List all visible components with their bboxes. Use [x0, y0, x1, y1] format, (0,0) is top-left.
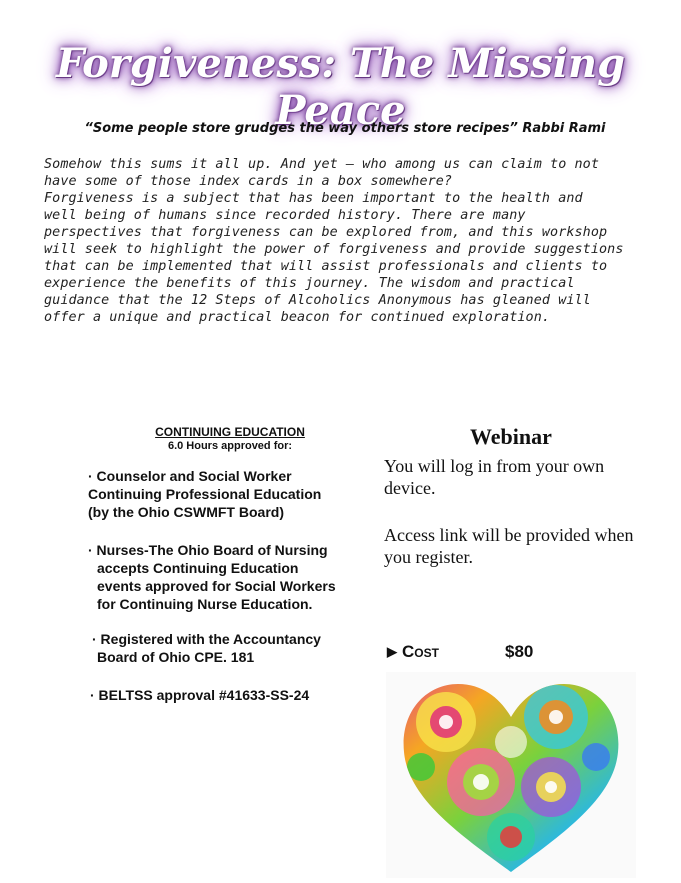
intro-line: well being of humans since recorded history. There are many	[44, 208, 526, 223]
intro-line: offer a unique and practical beacon for continued exploration.	[44, 310, 551, 325]
ce-item-line: · Registered with the Accountancy	[92, 631, 321, 647]
triangle-bullet-icon: ▶	[387, 644, 397, 659]
intro-line: Somehow this sums it all up. And yet – who among us can claim to not	[44, 157, 600, 172]
webinar-login-text: You will log in from your own device.	[384, 456, 605, 498]
ce-item-line: for Continuing Nurse Education.	[97, 596, 313, 612]
ce-item-nurses	[88, 541, 336, 613]
rainbow-swirl-heart-icon	[386, 672, 636, 878]
cost-value: $80	[505, 642, 534, 661]
ce-item-line: (by the Ohio CSWMFT Board)	[88, 504, 284, 520]
ce-item-line: · BELTSS approval #41633-SS-24	[90, 687, 310, 703]
intro-paragraph	[44, 156, 656, 326]
ce-item-line: Board of Ohio CPE. 181	[97, 649, 255, 665]
intro-line: that can be implemented that will assist professionals and clients to	[44, 259, 608, 274]
intro-line: perspectives that forgiveness can be explored from, and this workshop	[44, 225, 608, 240]
cost-label: Cost	[402, 642, 439, 661]
intro-line: experience the benefits of this journey. The wisdom and practical	[44, 276, 575, 291]
intro-line: guidance that the 12 Steps of Alcoholics Anonymous has gleaned will	[44, 293, 591, 308]
ce-heading: CONTINUING EDUCATION	[155, 425, 305, 439]
webinar-title: Webinar	[470, 424, 552, 449]
webinar-access-text: Access link will be provided when you register.	[384, 525, 634, 567]
ce-item-line: events approved for Social Workers	[97, 578, 336, 594]
ce-subheading: 6.0 Hours approved for:	[167, 440, 293, 452]
ce-item-line: accepts Continuing Education	[97, 560, 299, 576]
ce-item-counselor	[88, 467, 321, 521]
page-title: Forgiveness: The Missing Peace	[55, 40, 626, 134]
intro-line: will seek to highlight the power of forgiveness and provide suggestions	[44, 242, 624, 257]
ce-item-line: · Counselor and Social Worker	[88, 468, 292, 484]
ce-item-line: Continuing Professional Education	[88, 486, 322, 502]
intro-line: have some of those index cards in a box somewhere?	[44, 174, 453, 189]
ce-item-line: · Nurses-The Ohio Board of Nursing	[88, 542, 328, 558]
ce-item-accountancy	[92, 630, 321, 666]
opening-quote: “Some people store grudges the way others store recipes” Rabbi Rami	[84, 121, 606, 136]
ce-item-beltss	[90, 686, 309, 704]
intro-line: Forgiveness is a subject that has been important to the health and	[44, 191, 583, 206]
